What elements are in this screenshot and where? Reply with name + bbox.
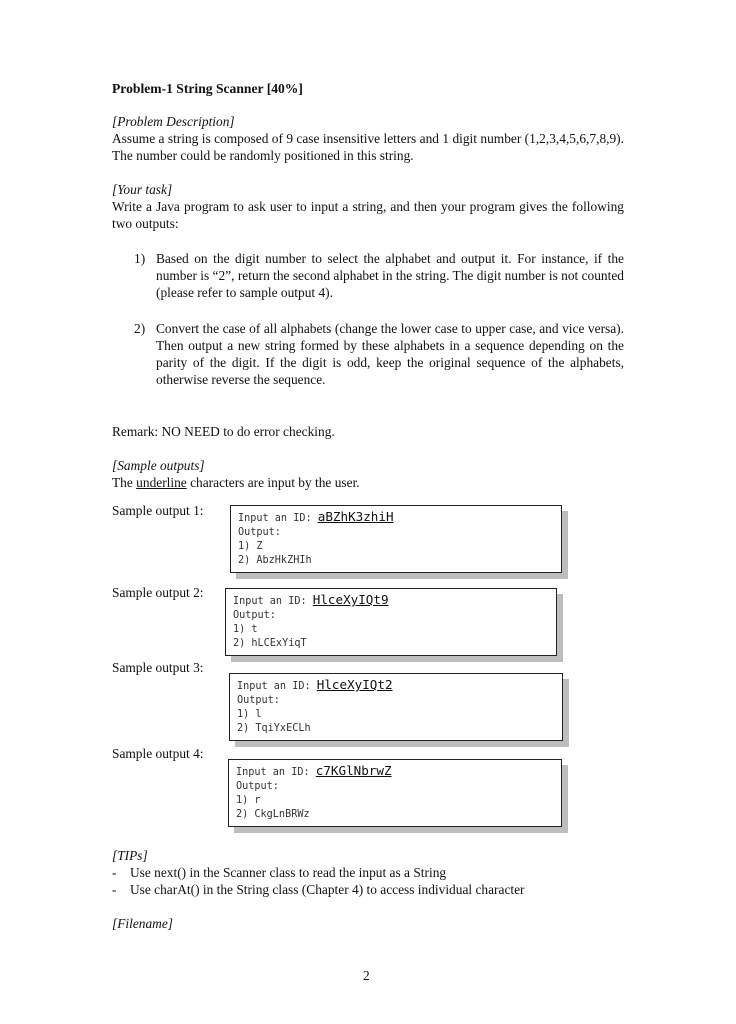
- sample-output-4-console: [228, 759, 562, 827]
- task-item-number: 2): [134, 321, 146, 336]
- console-input-line: [236, 764, 554, 780]
- tip-item-1: [112, 864, 632, 881]
- task-item-2: [134, 320, 624, 388]
- tip-text: Use charAt() in the String class (Chapter 4) to access individual character: [130, 882, 525, 897]
- your-task-label: [Your task]: [112, 182, 173, 197]
- console-prompt: Input an ID:: [238, 513, 318, 524]
- tip-item-2: [112, 881, 632, 898]
- problem-description-label: [Problem Description]: [112, 114, 235, 129]
- page-number: 2: [363, 968, 370, 983]
- console-output-line-1: 1) t: [233, 624, 258, 635]
- bullet-dash: -: [112, 865, 117, 880]
- sample-outputs-label: [Sample outputs]: [112, 458, 205, 473]
- filename-label: [Filename]: [112, 916, 173, 931]
- console-output-label: Output:: [238, 527, 281, 538]
- task-item-number: 1): [134, 251, 146, 266]
- sample-output-3-label: Sample output 3:: [112, 660, 204, 675]
- tips-label: [TIPs]: [112, 848, 148, 863]
- sample-output-2-label: Sample output 2:: [112, 585, 204, 600]
- console-user-input: aBZhK3zhiH: [317, 509, 394, 524]
- console-output-line-2: 2) CkgLnBRWz: [236, 809, 310, 820]
- note-text: characters are input by the user.: [186, 475, 360, 490]
- problem-description-text: Assume a string is composed of 9 case insensitive letters and 1 digit number (1,2,3,4,5,6,7,8,9). The number could be randomly positioned in this string.: [112, 131, 624, 163]
- task-item-text: Based on the digit number to select the alphabet and output it. For instance, if the number is “2”, return the second alphabet in the string. The digit number is not counted (please refer to sample output 4).: [156, 251, 624, 300]
- console-output-label: Output:: [237, 695, 280, 706]
- sample-outputs-note: [112, 474, 360, 491]
- console-prompt: Input an ID:: [237, 681, 317, 692]
- remark: Remark: NO NEED to do error checking.: [112, 424, 335, 439]
- console-prompt: Input an ID:: [233, 596, 313, 607]
- bullet-dash: -: [112, 882, 117, 897]
- note-text: The: [112, 475, 137, 490]
- sample-output-1-console: [230, 505, 562, 573]
- console-user-input: HlceXyIQt2: [316, 677, 393, 692]
- console-user-input: c7KGlNbrwZ: [315, 763, 392, 778]
- task-item-1: [134, 250, 624, 301]
- console-output-line-1: 1) r: [236, 795, 261, 806]
- problem-heading: Problem-1 String Scanner [40%]: [112, 81, 303, 96]
- sample-output-1-label: Sample output 1:: [112, 503, 204, 518]
- tip-text: Use next() in the Scanner class to read the input as a String: [130, 865, 447, 880]
- console-input-line: [238, 510, 554, 526]
- console-prompt: Input an ID:: [236, 767, 316, 778]
- sample-output-2-console: [225, 588, 557, 656]
- note-underline-word: underline: [136, 475, 187, 490]
- console-output-label: Output:: [236, 781, 279, 792]
- sample-output-3-console: [229, 673, 563, 741]
- console-output-line-2: 2) hLCExYiqT: [233, 638, 307, 649]
- console-output-line-2: 2) AbzHkZHIh: [238, 555, 312, 566]
- console-output-line-1: 1) l: [237, 709, 262, 720]
- console-output-line-1: 1) Z: [238, 541, 263, 552]
- console-output-line-2: 2) TqiYxECLh: [237, 723, 311, 734]
- console-input-line: [237, 678, 555, 694]
- your-task-text: Write a Java program to ask user to input a string, and then your program gives the following two outputs:: [112, 199, 624, 231]
- sample-output-4-label: Sample output 4:: [112, 746, 204, 761]
- console-user-input: HlceXyIQt9: [312, 592, 389, 607]
- console-input-line: [233, 593, 549, 609]
- task-item-text: Convert the case of all alphabets (change the lower case to upper case, and vice versa). Then output a new string formed by these alphabets in a sequence depending on the parity of the digit. If the digit is odd, keep the original sequence of the alphabets, otherwise reverse the sequence.: [156, 321, 624, 387]
- console-output-label: Output:: [233, 610, 276, 621]
